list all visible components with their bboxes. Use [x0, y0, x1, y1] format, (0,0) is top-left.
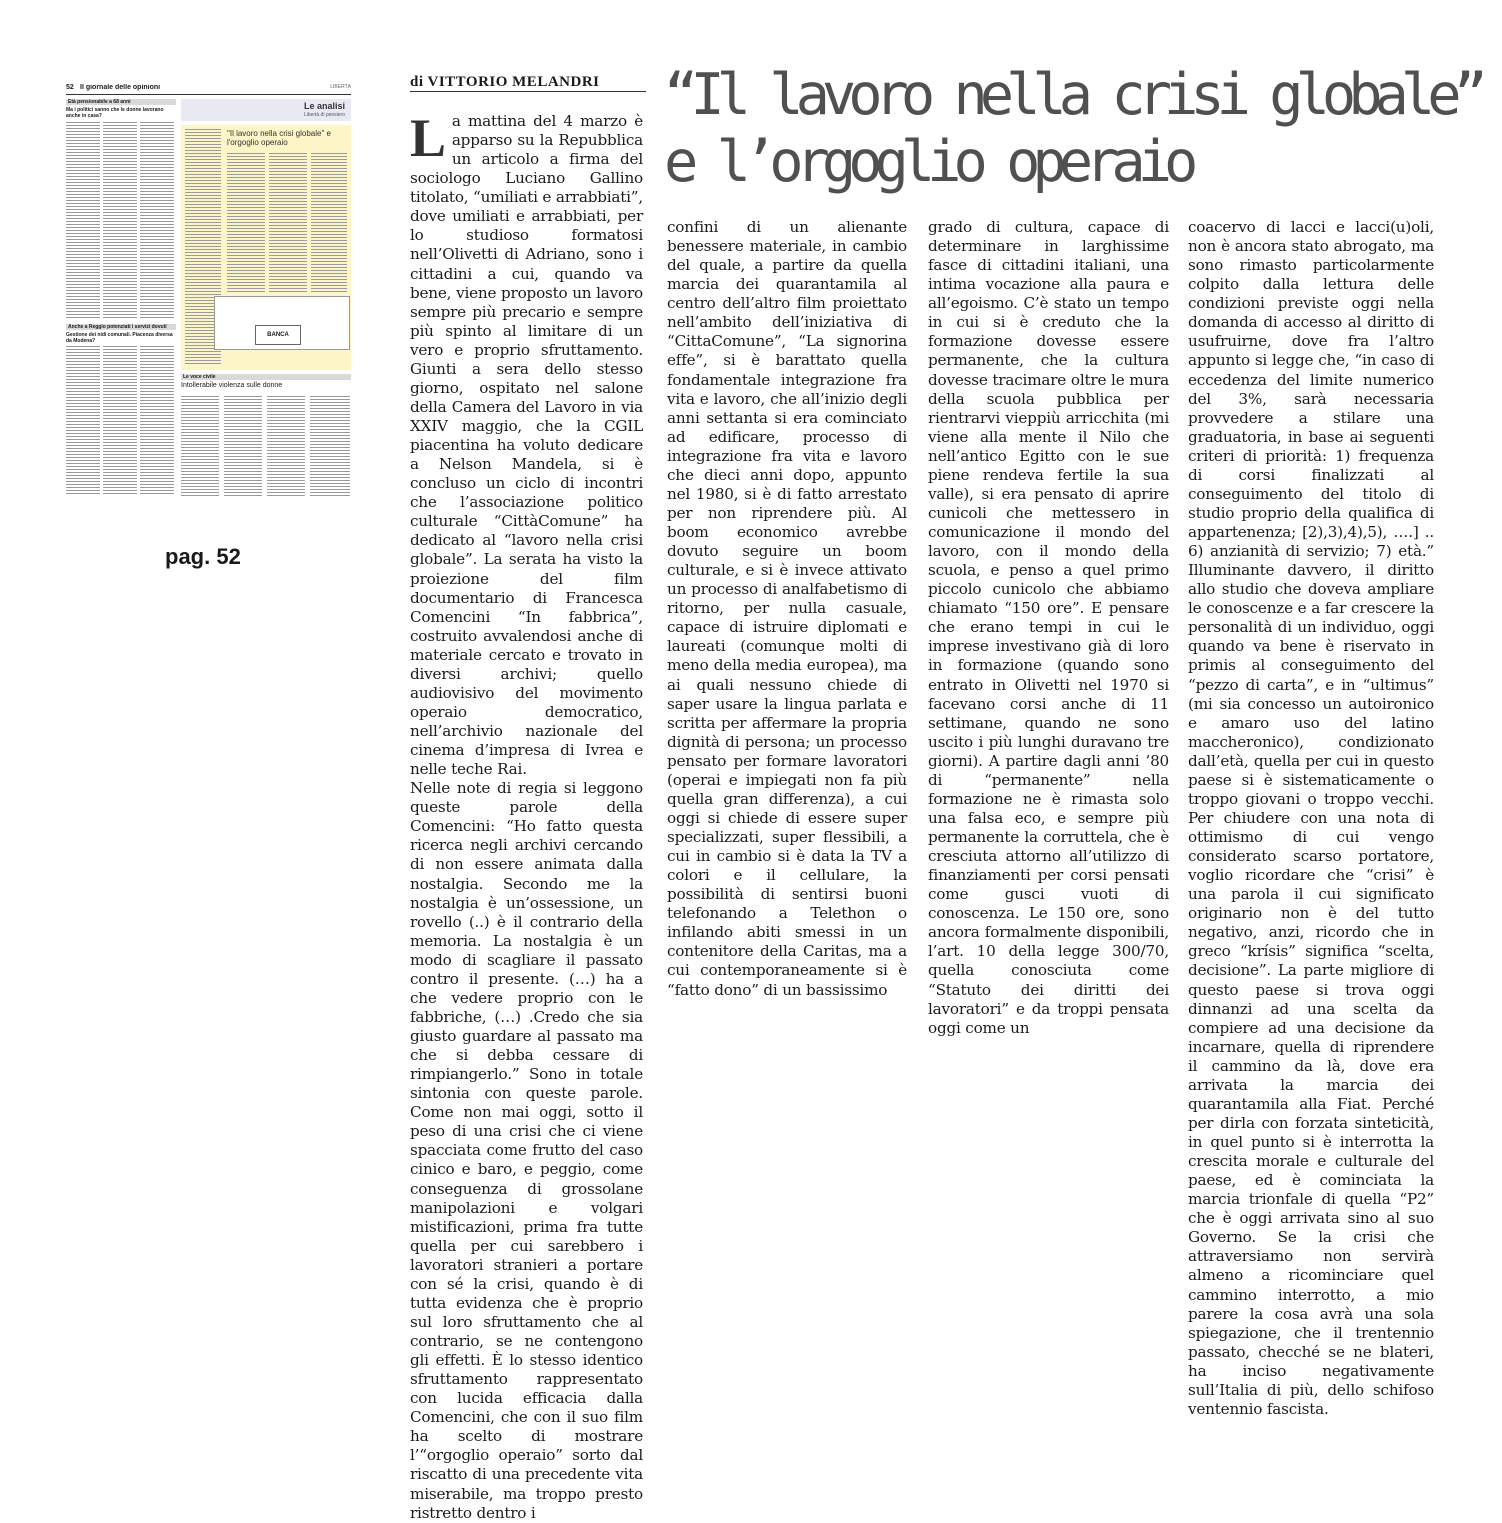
thumb-section-bar-2: Anche a Reggio potenziati i servizi dovuti [66, 324, 176, 330]
article-paragraph: grado di cultura, capace di determinare in larghissime fasce di cittadini italiani, una intima vocazione alla paura e all’egoismo. C’è stato un tempo in cui si è creduto che la formazione dovesse essere permanente, che la cultura dovesse tracimare oltre le mura della scuola pubblica per rientrarvi vieppiù arricchita (mi viene alla mente il Nilo che nell’antico Egitto con le sue piene rendeva fertile la sua valle), si era pensato di aprire cunicoli che mettessero in comunicazione il mondo del lavoro, con il mondo della scuola, e penso a quel primo piccolo cunicolo che abbiamo chiamato “150 ore”. E pensare che erano tempi in cui le imprese investivano già di loro in formazione (quando sono entrato in Olivetti nel 1970 si facevano corsi anche di 11 settimane, quando ne sono uscito i più lunghi duravano tre giorni). A partire dagli anni ’80 di “permanente” nella formazione ne è rimasta solo una falsa eco, e sempre più permanente la corruttela, che è cresciuta attorno all’utilizzo di finanziamenti per corsi pensati come gusci vuoti di conoscenza. Le 150 ore, sono ancora formalmente disponibili, l’art. 10 della legge 300/70, quella conosciuta come “Statuto dei diritti dei lavoratori” e da troppi pensata oggi come un [928, 218, 1169, 1037]
thumb-section-bar-1: Età pensionabile a 68 anni [66, 99, 176, 105]
article-byline: di VITTORIO MELANDRI [410, 74, 600, 90]
article-paragraph: coacervo di lacci e lacci(u)oli, non è ancora stato abrogato, ma sono rimasto particolarmente colpito dalla lettura delle condizioni previste oggi nella domanda di accesso al diritto di usufruirne, dove fra l’altro appunto si legge che, “in caso di eccedenza del limite numerico del 3%, sarà necessaria provvedere a stilare una graduatoria, in base ai seguenti criteri di priorità: 1) frequenza di corsi finalizzati al conseguimento del titolo di studio proprio della qualifica di appartenenza; [2),3),4),5), ….] .. 6) anzianità di servizio; 7) età.” Illuminante davvero, il diritto allo studio che doveva ampliare le conoscenze e a far crescere la personalità di un individuo, oggi quando va bene è riservato in primis al conseguimento del “pezzo di carta”, e in “ultimus” (mi sia concesso un autoironico e amaro uso del latino maccheronico), condizionato dall’età, quella per cui in questo paese si è sistematicamente o troppo giovani o troppo vecchi. Per chiudere con una nota di ottimismo di cui vengo considerato scarso portatore, voglio ricordare che “crisi” è una parola il cui significato originario non è del tutto negativo, anzi, ricordo che in greco “krísis” significa “scelta, decisione”. La parte migliore di questo paese si trova oggi dinnanzi ad una scelta da compiere ad una decisione da incarnare, quella di riprendere il cammino da là, dove era arrivata la marcia dei quarantamila alla Fiat. Perché per dirla con forzata sinteticità, in quel punto si è interrotta la crescita morale e culturale del paese, ed è cominciata la marcia trionfale di quella “P2” che è oggi arrivata sino al suo Governo. Se la crisi che attraversiamo non servirà almeno a ricominciare quel cammino interrotto, a mio parere la cosa avrà una sola spiegazione, che il trentennio passato, checché se ne blateri, ha inciso negativamente sull’Italia di più, dello schifoso ventennio fascista. [1188, 218, 1434, 1418]
article-headline: “Il lavoro nella crisi globale” e l’orgoglio operaio [664, 62, 1480, 195]
thumb-text-block [103, 122, 137, 318]
article-column-4 [1188, 218, 1434, 1419]
thumb-cartoon-bank: BANCA [255, 325, 301, 345]
thumb-text-block [311, 153, 347, 293]
article-paragraph: a mattina del 4 marzo è apparso su la Repubblica un articolo a firma del sociologo Luciano Gallino titolato, “umiliati e arrabbiati”, dove umiliati e arrabbiati, per lo studioso formatosi nell’Olivetti di Adriano, sono i cittadini a cui, quando va bene, viene proposto un lavoro sempre più precario e sempre più spinto al limitare di un vero e proprio sfruttamento. Giunti a sera dello stesso giorno, ospitato nel salone della Camera del Lavoro in via XXIV maggio, che la CGIL piacentina ha voluto dedicare a Nelson Mandela, si è concluso un ciclo di incontri che l’associazione politico culturale “CittàComune” ha dedicato al “lavoro nella crisi globale”. La serata ha visto la proiezione del film documentario di Francesca Comencini “In fabbrica”, costruito avvalendosi anche di materiale cercato e trovato in diversi archivi; quello audiovisivo del movimento operaio democratico, nell’archivio nazionale del cinema d’impresa di Ivrea e nelle teche Rai. [410, 112, 643, 779]
thumb-text-block [269, 153, 307, 293]
thumb-masthead: LIBERTÀ [330, 84, 351, 90]
thumb-text-block [310, 396, 350, 496]
drop-cap: L [410, 108, 446, 168]
thumb-text-block [227, 153, 265, 293]
thumb-banner-subtitle: Libertà di pensiero [303, 112, 345, 118]
article-column-3 [928, 218, 1169, 1038]
thumb-headline-2: Gestione dei nidi comunali. Piacenza diversa da Modena? [66, 332, 173, 344]
thumb-page-number: 52 [66, 84, 74, 91]
thumb-text-block [103, 346, 137, 496]
article-paragraph: Nelle note di regia si leggono queste parole della Comencini: “Ho fatto questa ricerca negli archivi cercando di non essere animata dalla nostalgia. Secondo me la nostalgia è un’ossessione, un rovello (..) è il contrario della memoria. La nostalgia è un modo di scagliare il passato contro il presente. (…) ha a che vedere proprio con le fabbriche, (…) .Credo che sia giusto guardare al passato ma che si debba cessare di rimpiangerlo.” Sono in totale sintonia con queste parole. Come non mai oggi, sotto il peso di una crisi che ci viene spacciata come frutto del caso cinico e baro, e peggio, come conseguenza di grossolane manipolazioni e volgari mistificazioni, prima fra tutte quella per cui sarebbero i lavoratori stranieri a portare con sé la crisi, quando è di tutta evidenza che è proprio sul loro sfruttamento che al contrario, se ne contengono gli effetti. È lo stesso identico sfruttamento rappresentato con lucida efficacia dalla Comencini, che con il suo film ha scelto di mostrare l’“orgoglio operaio” sorto dal riscatto di una precedente vita miserabile, ma troppo presto ristretto dentro i [410, 779, 643, 1522]
thumb-section-title: Il giornale delle opinioni [80, 84, 161, 91]
thumb-banner [181, 99, 351, 121]
article-column-2 [667, 218, 907, 1000]
page-reference-label: pag. 52 [165, 544, 241, 569]
thumb-text-block [140, 346, 174, 496]
thumb-text-block [181, 396, 219, 496]
thumb-text-block [66, 346, 100, 496]
thumb-top-rule [66, 94, 351, 95]
thumb-text-block [224, 396, 262, 496]
thumb-text-block [140, 122, 174, 318]
article-column-1 [410, 108, 643, 1523]
thumb-featured-headline: "Il lavoro nella crisi globale" e l'orgoglio operaio [227, 129, 331, 147]
thumb-headline-1: Ma i politici sanno che le donne lavorano anche in casa? [66, 107, 164, 119]
thumb-headline-3: Intollerabile violenza sulle donne [181, 382, 283, 389]
thumb-banner-title: Le analisi [303, 101, 345, 111]
thumb-text-block [267, 396, 305, 496]
thumb-text-block [66, 122, 100, 318]
page-thumbnail [66, 84, 351, 499]
byline-rule [410, 91, 646, 92]
thumb-section-bar-3: Le voce civile [181, 374, 351, 380]
thumb-cartoon [214, 296, 350, 350]
article-paragraph: confini di un alienante benessere materiale, in cambio del quale, a partire da quella marcia dei quarantamila al centro dell’altro film proiettato nell’ambito dell’iniziativa di “CittaComune”, “La signorina effe”, si è barattato quella fondamentale integrazione fra vita e lavoro, che all’inizio degli anni settanta si era cominciato ad edificare, processo di integrazione fra vita e lavoro che dieci anni dopo, appunto nel 1980, si è di fatto arrestato per non riprendere più. Al boom economico avrebbe dovuto seguire un boom culturale, e si è invece attivato un processo di analfabetismo di ritorno, per nulla casuale, capace di istruire diplomati e laureati (comunque molti di meno della media europea), ma ai quali nessuno chiede di saper usare la lingua parlata e scritta per affermare la propria dignità di persona; un processo pensato per formare lavoratori (operai e impiegati non fa più quella gran differenza), a cui oggi si chiede di essere super specializzati, super flessibili, a cui in cambio si è data la TV a colori e il cellulare, la possibilità di sentirsi buoni telefonando a Telethon o infilando abiti smessi in un contenitore della Caritas, ma a cui contemporaneamente si è “fatto dono” di un bassissimo [667, 218, 907, 999]
